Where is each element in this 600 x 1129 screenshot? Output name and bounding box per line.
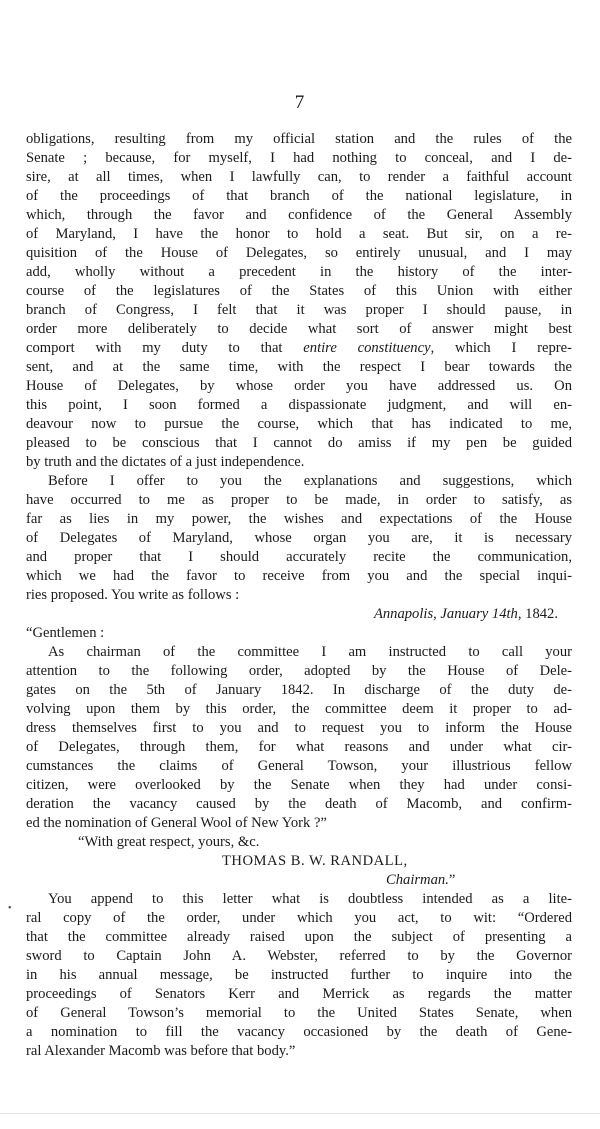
text-line: a nomination to fill the vacancy occasioned by the death of Gene- — [26, 1024, 572, 1040]
text-line: in his annual message, be instructed further to inquire into the — [26, 967, 572, 983]
text-line: Senate ; because, for myself, I had nothing to conceal, and I de- — [26, 150, 572, 166]
text-line: of the proceedings of that branch of the national legislature, in — [26, 188, 572, 204]
text-line: ral copy of the order, under which you act, to wit: “Ordered — [26, 910, 572, 926]
text-line: sire, at all times, when I lawfully can, to render a faithful account — [26, 169, 572, 185]
margin-bullet: • — [8, 903, 12, 914]
italic-phrase: entire constituency — [303, 340, 431, 356]
text-line: comport with my duty to that entire constituency, which I repre- — [26, 340, 573, 356]
text-line: far as lies in my power, the wishes and expectations of the House — [26, 511, 572, 527]
text-line: have occurred to me as proper to be made, in order to satisfy, as — [26, 492, 572, 508]
text-line: of Delegates, through them, for what reasons and under what cir- — [26, 739, 572, 755]
text-line: Before I offer to you the explanations and suggestions, which — [48, 473, 572, 489]
italic-phrase: Annapolis, January 14th — [373, 606, 518, 622]
text-line: sent, and at the same time, with the respect I bear towards the — [26, 359, 572, 375]
text-line: ral Alexander Macomb was before that body.” — [26, 1043, 296, 1059]
text-line: by truth and the dictates of a just independence. — [26, 454, 305, 470]
text-line: that the committee already raised upon the subject of presenting a — [26, 929, 572, 945]
text-line: ries proposed. You write as follows : — [26, 587, 240, 603]
text-line: As chairman of the committee I am instructed to call your — [48, 644, 572, 660]
text-line: deavour now to pursue the course, which that has indicated to me, — [26, 416, 572, 432]
text-line: pleased to be conscious that I cannot do amiss if my pen be guided — [26, 435, 572, 451]
text-line: Annapolis, January 14th, 1842. — [373, 606, 558, 622]
text-line: dress themselves first to you and to request you to inform the House — [26, 720, 572, 736]
text-line: this point, I soon formed a dispassionate judgment, and will en- — [26, 397, 572, 413]
text-line: which, through the favor and confidence of the General Assembly — [26, 207, 572, 223]
text-line: of Maryland, I have the honor to hold a seat. But sir, on a re- — [26, 226, 572, 242]
text-line: course of the legislatures of the States of this Union with either — [26, 283, 572, 299]
text-line: proceedings of Senators Kerr and Merrick as regards the matter — [26, 986, 572, 1002]
text-line: attention to the following order, adopted by the House of Dele- — [26, 663, 572, 679]
italic-phrase: Chairman. — [386, 872, 449, 888]
text-line: You append to this letter what is doubtless intended as a lite- — [48, 891, 572, 907]
text-line: of Delegates of Maryland, whose organ you are, it is necessary — [26, 530, 572, 546]
text-line: branch of Congress, I felt that it was proper I should pause, in — [26, 302, 572, 318]
scan-edge-line — [0, 1113, 600, 1114]
body-text — [26, 130, 572, 1061]
text-line: THOMAS B. W. RANDALL, — [222, 853, 408, 869]
text-line: volving upon them by this order, the committee deem it proper to ad- — [26, 701, 572, 717]
text-line: gates on the 5th of January 1842. In discharge of the duty de- — [26, 682, 572, 698]
text-line: sword to Captain John A. Webster, referred to by the Governor — [26, 948, 572, 964]
text-line: “Gentlemen : — [26, 625, 105, 641]
text-line: citizen, were overlooked by the Senate when they had under consi- — [26, 777, 572, 793]
text-line: House of Delegates, by whose order you have addressed us. On — [26, 378, 572, 394]
text-line: obligations, resulting from my official station and the rules of the — [26, 131, 572, 147]
text-line: ed the nomination of General Wool of New York ?” — [26, 815, 327, 831]
text-line: which we had the favor to receive from you and the special inqui- — [26, 568, 572, 584]
page-number: 7 — [294, 92, 306, 113]
text-line: add, wholly without a precedent in the history of the inter- — [26, 264, 572, 280]
text-line: quisition of the House of Delegates, so entirely unusual, and I may — [26, 245, 572, 261]
text-line: and proper that I should accurately recite the communication, — [26, 549, 572, 565]
text-line: cumstances the claims of General Towson, your illustrious fellow — [26, 758, 572, 774]
text-line: Chairman.” — [386, 872, 456, 888]
text-line: of General Towson’s memorial to the United States Senate, when — [26, 1005, 572, 1021]
text-line: deration the vacancy caused by the death of Macomb, and confirm- — [26, 796, 572, 812]
text-line: “With great respect, yours, &c. — [78, 834, 260, 850]
text-line: order more deliberately to decide what sort of answer might best — [26, 321, 572, 337]
